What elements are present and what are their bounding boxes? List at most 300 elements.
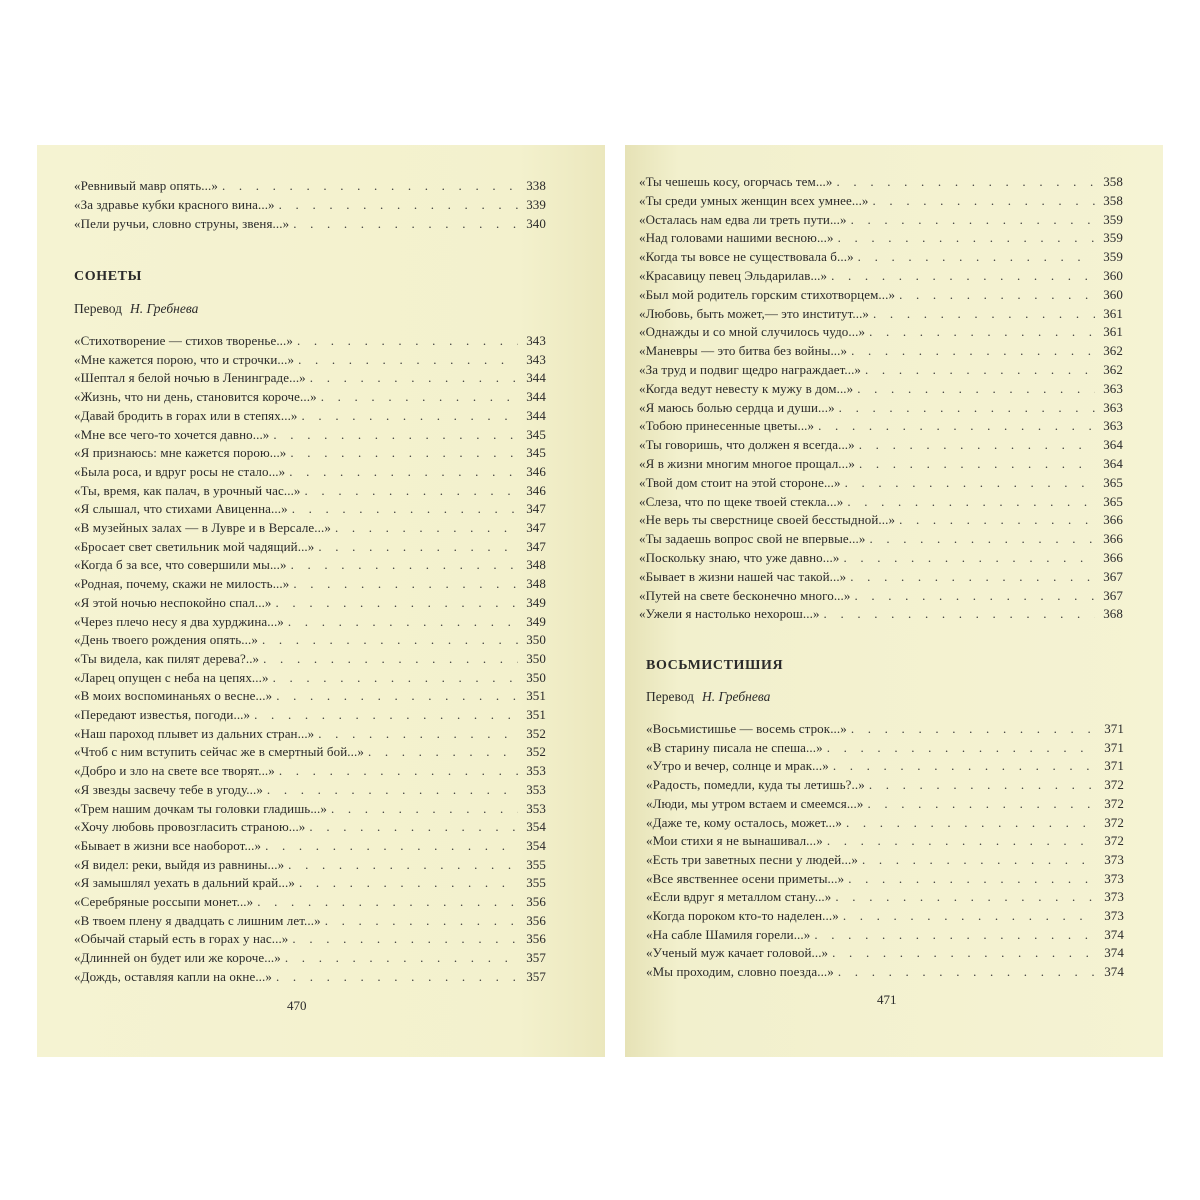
toc-entry bbox=[639, 380, 1123, 398]
toc-entry bbox=[639, 211, 1123, 229]
leader-dots bbox=[285, 949, 518, 967]
leader-dots bbox=[291, 556, 518, 574]
toc-entry-page: 361 bbox=[1103, 305, 1123, 321]
leader-dots bbox=[321, 388, 518, 406]
toc-entry-page: 374 bbox=[1104, 945, 1124, 961]
toc-entry bbox=[74, 781, 546, 799]
toc-entry bbox=[646, 851, 1124, 869]
toc-entry-page: 364 bbox=[1103, 437, 1123, 453]
toc-entry-title: «Шептал я белой ночью в Ленинграде...» bbox=[74, 370, 306, 386]
toc-entry bbox=[639, 511, 1123, 529]
leader-dots bbox=[851, 342, 1095, 360]
toc-entry-page: 345 bbox=[526, 426, 546, 442]
leader-dots bbox=[824, 605, 1095, 623]
leader-dots bbox=[279, 196, 518, 214]
section-title-eight-liners: ВОСЬМИСТИШИЯ bbox=[646, 658, 784, 673]
toc-entry bbox=[74, 968, 546, 986]
toc-entry-page: 350 bbox=[526, 650, 546, 666]
toc-entry-page: 338 bbox=[526, 178, 546, 193]
toc-entry-page: 363 bbox=[1103, 380, 1123, 396]
toc-entry-title: «День твоего рождения опять...» bbox=[74, 632, 258, 648]
toc-entry-title: «Дождь, оставляя капли на окне...» bbox=[74, 968, 272, 984]
toc-entry bbox=[74, 369, 546, 387]
toc-entry bbox=[74, 837, 546, 855]
toc-entry bbox=[639, 455, 1123, 473]
toc-entry-page: 344 bbox=[526, 370, 546, 386]
leader-dots bbox=[267, 781, 518, 799]
toc-entry-title: «Даже те, кому осталось, может...» bbox=[646, 814, 842, 830]
leader-dots bbox=[292, 500, 518, 518]
toc-entry-page: 374 bbox=[1104, 964, 1124, 980]
leader-dots bbox=[858, 248, 1095, 266]
toc-entry-page: 352 bbox=[526, 725, 546, 741]
toc-entry-page: 356 bbox=[526, 912, 546, 928]
toc-entry-page: 358 bbox=[1103, 174, 1123, 189]
page-number: 471 bbox=[877, 992, 897, 1007]
leader-dots bbox=[262, 631, 518, 649]
toc-entry-title: «Ужели я настолько нехорош...» bbox=[639, 606, 820, 622]
toc-entry-page: 359 bbox=[1103, 211, 1123, 227]
toc-entry-title: «Ларец опущен с неба на цепях...» bbox=[74, 669, 269, 685]
toc-entry-title: «Через плечо несу я два хурджина...» bbox=[74, 613, 284, 629]
leader-dots bbox=[851, 211, 1095, 229]
leader-dots bbox=[265, 837, 518, 855]
toc-entry bbox=[646, 963, 1124, 981]
toc-entry-page: 346 bbox=[526, 463, 546, 479]
toc-entry-title: «Родная, почему, скажи не милость...» bbox=[74, 576, 290, 592]
toc-entry bbox=[639, 267, 1123, 285]
toc-entry-title: «Была роса, и вдруг росы не стало...» bbox=[74, 463, 286, 479]
toc-entry bbox=[74, 519, 546, 537]
toc-entry-title: «Если вдруг я металлом стану...» bbox=[646, 889, 832, 905]
toc-entry-title: «Восьмистишье — восемь строк...» bbox=[646, 721, 847, 736]
toc-entry-title: «Твой дом стоит на этой стороне...» bbox=[639, 474, 841, 490]
toc-entry-page: 351 bbox=[526, 688, 546, 704]
toc-entry bbox=[639, 436, 1123, 454]
leader-dots bbox=[899, 511, 1095, 529]
leader-dots bbox=[869, 776, 1096, 794]
toc-entry-page: 348 bbox=[526, 576, 546, 592]
leader-dots bbox=[851, 720, 1096, 738]
toc-entry-page: 372 bbox=[1104, 814, 1124, 830]
toc-entry-title: «Добро и зло на свете все творят...» bbox=[74, 763, 275, 779]
toc-entry-title: «За здравье кубки красного вина...» bbox=[74, 197, 275, 212]
leader-dots bbox=[276, 594, 518, 612]
toc-entry-title: «Я звезды засвечу тебе в угоду...» bbox=[74, 781, 263, 797]
toc-entry bbox=[646, 870, 1124, 888]
toc-entry-title: «Ты, время, как палач, в урочный час...» bbox=[74, 482, 301, 498]
toc-entry-page: 356 bbox=[526, 894, 546, 909]
toc-entry-page: 364 bbox=[1103, 456, 1123, 471]
toc-entry-title: «В музейных залах — в Лувре и в Версале...» bbox=[74, 520, 331, 535]
toc-entry-page: 367 bbox=[1103, 587, 1123, 603]
toc-entry-title: «Жизнь, что ни день, становится короче...» bbox=[74, 389, 317, 405]
toc-entry-title: «Когда б за все, что совершили мы...» bbox=[74, 557, 287, 573]
toc-entry-title: «Я признаюсь: мне кажется порою...» bbox=[74, 445, 287, 461]
toc-entry-page: 362 bbox=[1103, 362, 1123, 377]
toc-entry bbox=[639, 286, 1123, 304]
toc-entry-page: 351 bbox=[526, 707, 546, 722]
toc-entry-page: 366 bbox=[1103, 512, 1123, 528]
leader-dots bbox=[263, 650, 518, 668]
toc-entry bbox=[639, 399, 1123, 417]
leader-dots bbox=[846, 814, 1096, 832]
leader-dots bbox=[869, 323, 1095, 341]
toc-entry-title: «Я видел: реки, выйдя из равнины...» bbox=[74, 856, 285, 872]
leader-dots bbox=[831, 267, 1095, 285]
leader-dots bbox=[814, 926, 1096, 944]
leader-dots bbox=[857, 380, 1095, 398]
toc-entry-title: «Любовь, быть может,— это институт...» bbox=[639, 305, 870, 321]
leader-dots bbox=[838, 963, 1096, 981]
toc-entry-page: 354 bbox=[526, 819, 546, 835]
toc-entry bbox=[74, 818, 546, 836]
toc-entry-title: «Ты задаешь вопрос свой не впервые...» bbox=[639, 531, 866, 547]
toc-entry-title: «Наш пароход плывет из дальних стран...» bbox=[74, 725, 315, 741]
toc-entry bbox=[639, 530, 1123, 548]
toc-entry-page: 355 bbox=[526, 856, 546, 872]
leader-dots bbox=[222, 177, 518, 195]
toc-entry-title: «Ученый муж качает головой...» bbox=[646, 945, 829, 961]
toc-entry-title: «Осталась нам едва ли треть пути...» bbox=[639, 211, 847, 227]
toc-entry bbox=[74, 388, 546, 406]
toc-entry-title: «В твоем плену я двадцать с лишним лет...» bbox=[74, 912, 321, 928]
toc-entry-page: 373 bbox=[1104, 851, 1124, 867]
toc-entry bbox=[74, 800, 546, 818]
toc-entry-page: 372 bbox=[1104, 777, 1124, 793]
leader-dots bbox=[833, 757, 1096, 775]
toc-entry-title: «Мы проходим, словно поезда...» bbox=[646, 964, 834, 980]
toc-entry bbox=[74, 332, 546, 350]
toc-entry bbox=[74, 407, 546, 425]
toc-entry bbox=[646, 814, 1124, 832]
toc-entry-title: «Все явственнее осени приметы...» bbox=[646, 870, 845, 886]
toc-entry-page: 346 bbox=[526, 482, 546, 498]
toc-entry-title: «Бывает в жизни нашей час такой...» bbox=[639, 568, 847, 584]
leader-dots bbox=[837, 173, 1095, 191]
toc-entry-title: «Мне все чего-то хочется давно...» bbox=[74, 426, 270, 442]
toc-entry-page: 353 bbox=[526, 781, 546, 797]
toc-entry-title: «Стихотворение — стихов творенье...» bbox=[74, 333, 293, 348]
toc-entry-page: 350 bbox=[526, 669, 546, 685]
right-page bbox=[625, 145, 1163, 1057]
toc-entry bbox=[639, 342, 1123, 360]
toc-entry bbox=[74, 575, 546, 593]
toc-entry-page: 349 bbox=[526, 613, 546, 629]
toc-entry-title: «Однажды и со мной случилось чудо...» bbox=[639, 324, 866, 340]
toc-entry bbox=[74, 893, 546, 911]
toc-entry-page: 347 bbox=[526, 520, 546, 535]
toc-entry-page: 365 bbox=[1103, 493, 1123, 509]
leader-dots bbox=[293, 215, 518, 233]
toc-entry bbox=[639, 229, 1123, 247]
toc-entry-page: 347 bbox=[526, 501, 546, 517]
toc-entry-title: «Когда ведут невесту к мужу в дом...» bbox=[639, 380, 854, 396]
toc-entry bbox=[639, 587, 1123, 605]
toc-entry-title: «В старину писала не спеша...» bbox=[646, 739, 823, 755]
leader-dots bbox=[318, 725, 518, 743]
leader-dots bbox=[335, 519, 518, 537]
toc-entry-title: «Трем нашим дочкам ты головки гладишь...» bbox=[74, 800, 327, 816]
toc-entry bbox=[74, 482, 546, 500]
leader-dots bbox=[818, 417, 1095, 435]
leader-dots bbox=[838, 229, 1095, 247]
toc-entry bbox=[646, 776, 1124, 794]
toc-entry-title: «Передают известья, погоди...» bbox=[74, 707, 251, 722]
leader-dots bbox=[254, 706, 518, 724]
leader-dots bbox=[309, 818, 518, 836]
toc-entry bbox=[74, 706, 546, 724]
toc-entry-page: 371 bbox=[1104, 721, 1124, 736]
leader-dots bbox=[832, 944, 1096, 962]
toc-entry-page: 368 bbox=[1103, 606, 1123, 622]
toc-entry bbox=[74, 725, 546, 743]
toc-entry bbox=[74, 463, 546, 481]
toc-entry-page: 358 bbox=[1103, 192, 1123, 208]
toc-entry-page: 344 bbox=[526, 407, 546, 423]
toc-entry-title: «Бывает в жизни все наоборот...» bbox=[74, 837, 262, 853]
toc-entry-title: «Пели ручьи, словно струны, звеня...» bbox=[74, 216, 290, 231]
toc-entry-title: «Путей на свете бесконечно много...» bbox=[639, 587, 851, 603]
toc-entry bbox=[646, 720, 1124, 738]
toc-entry-page: 343 bbox=[526, 351, 546, 367]
toc-entry bbox=[74, 762, 546, 780]
toc-entry-title: «В моих воспоминаньях о весне...» bbox=[74, 688, 273, 704]
toc-entry-page: 353 bbox=[526, 763, 546, 779]
toc-entry bbox=[74, 215, 546, 233]
leader-dots bbox=[273, 426, 518, 444]
leader-dots bbox=[835, 888, 1096, 906]
translation-label: Перевод bbox=[646, 689, 694, 704]
toc-entry-page: 343 bbox=[526, 333, 546, 348]
leader-dots bbox=[869, 530, 1095, 548]
toc-entry-page: 357 bbox=[526, 968, 546, 984]
toc-entry bbox=[646, 795, 1124, 813]
leader-dots bbox=[318, 538, 518, 556]
toc-entry-page: 373 bbox=[1104, 870, 1124, 886]
toc-entry bbox=[74, 669, 546, 687]
toc-entry-title: «Ревнивый мавр опять...» bbox=[74, 178, 218, 193]
toc-entry bbox=[639, 605, 1123, 623]
leader-dots bbox=[292, 930, 518, 948]
toc-entry-title: «Серебряные россыпи монет...» bbox=[74, 894, 254, 909]
toc-entry bbox=[74, 594, 546, 612]
toc-entry-page: 359 bbox=[1103, 249, 1123, 265]
leader-dots bbox=[843, 907, 1096, 925]
toc-entry-page: 339 bbox=[526, 197, 546, 212]
toc-entry-title: «За труд и подвиг щедро награждает...» bbox=[639, 362, 862, 377]
leader-dots bbox=[843, 549, 1095, 567]
toc-entry bbox=[646, 739, 1124, 757]
toc-entry-title: «Хочу любовь провозгласить страною...» bbox=[74, 819, 306, 835]
leader-dots bbox=[827, 739, 1096, 757]
toc-entry bbox=[74, 930, 546, 948]
leader-dots bbox=[331, 800, 518, 818]
toc-entry-title: «Я в жизни многим многое прощал...» bbox=[639, 456, 855, 471]
leader-dots bbox=[293, 575, 518, 593]
toc-entry bbox=[74, 351, 546, 369]
toc-entry-title: «Утро и вечер, солнце и мрак...» bbox=[646, 758, 829, 774]
toc-entry-title: «Тобою принесенные цветы...» bbox=[639, 418, 815, 434]
toc-entry-title: «Слеза, что по щеке твоей стекла...» bbox=[639, 493, 844, 509]
toc-entry-title: «Когда ты вовсе не существовала б...» bbox=[639, 249, 854, 265]
toc-entry-page: 356 bbox=[526, 931, 546, 947]
left-page bbox=[37, 145, 605, 1057]
toc-entry-page: 371 bbox=[1104, 739, 1124, 755]
leader-dots bbox=[297, 332, 518, 350]
toc-entry-page: 352 bbox=[526, 744, 546, 760]
toc-entry-title: «Радость, помедли, куда ты летишь?..» bbox=[646, 777, 865, 793]
toc-entry-page: 371 bbox=[1104, 758, 1124, 774]
translator-name: Н. Гребнева bbox=[702, 689, 771, 704]
toc-entry-title: «Ты говоришь, что должен я всегда...» bbox=[639, 437, 855, 453]
leader-dots bbox=[305, 482, 518, 500]
leader-dots bbox=[854, 587, 1095, 605]
toc-entry bbox=[74, 196, 546, 214]
leader-dots bbox=[257, 893, 518, 911]
toc-entry-title: «Ты среди умных женщин всех умнее...» bbox=[639, 192, 869, 208]
toc-entry bbox=[639, 568, 1123, 586]
toc-entry-page: 345 bbox=[526, 445, 546, 461]
toc-entry bbox=[639, 173, 1123, 191]
translator-name: Н. Гребнева bbox=[130, 301, 199, 316]
leader-dots bbox=[873, 192, 1095, 210]
toc-entry-page: 361 bbox=[1103, 324, 1123, 340]
toc-entry-title: «Мне кажется порою, что и строчки...» bbox=[74, 351, 295, 367]
toc-entry-page: 359 bbox=[1103, 230, 1123, 246]
toc-entry bbox=[74, 874, 546, 892]
leader-dots bbox=[867, 795, 1096, 813]
leader-dots bbox=[847, 493, 1095, 511]
toc-entry bbox=[639, 493, 1123, 511]
toc-entry-page: 349 bbox=[526, 594, 546, 610]
toc-entry bbox=[646, 832, 1124, 850]
toc-entry-page: 366 bbox=[1103, 531, 1123, 547]
leader-dots bbox=[299, 874, 518, 892]
toc-entry bbox=[74, 426, 546, 444]
toc-entry-title: «На сабле Шамиля горели...» bbox=[646, 926, 811, 942]
leader-dots bbox=[899, 286, 1095, 304]
toc-entry-page: 360 bbox=[1103, 286, 1123, 302]
toc-entry-title: «Есть три заветных песни у людей...» bbox=[646, 851, 858, 867]
toc-entry-page: 360 bbox=[1103, 268, 1123, 283]
toc-entry bbox=[74, 500, 546, 518]
leader-dots bbox=[288, 613, 518, 631]
toc-entry bbox=[639, 323, 1123, 341]
toc-entry-page: 357 bbox=[526, 950, 546, 966]
toc-entry bbox=[74, 912, 546, 930]
toc-entry-title: «Люди, мы утром встаем и смеемся...» bbox=[646, 795, 864, 811]
toc-entry bbox=[646, 888, 1124, 906]
toc-entry bbox=[74, 650, 546, 668]
leader-dots bbox=[865, 361, 1095, 379]
leader-dots bbox=[368, 743, 518, 761]
toc-entry-page: 372 bbox=[1104, 795, 1124, 811]
toc-entry-page: 363 bbox=[1103, 399, 1123, 415]
toc-entry bbox=[639, 417, 1123, 435]
leader-dots bbox=[873, 305, 1095, 323]
leader-dots bbox=[302, 407, 518, 425]
leader-dots bbox=[310, 369, 518, 387]
toc-entry bbox=[74, 613, 546, 631]
toc-entry bbox=[74, 631, 546, 649]
toc-entry bbox=[74, 538, 546, 556]
toc-entry bbox=[639, 192, 1123, 210]
leader-dots bbox=[276, 687, 518, 705]
toc-entry-page: 354 bbox=[526, 837, 546, 853]
toc-entry-page: 365 bbox=[1103, 474, 1123, 490]
toc-entry-title: «Не верь ты сверстнице своей бесстыдной...» bbox=[639, 512, 896, 528]
toc-entry-page: 373 bbox=[1104, 908, 1124, 923]
leader-dots bbox=[289, 463, 518, 481]
toc-entry-title: «Я замышлял уехать в дальний край...» bbox=[74, 875, 295, 891]
toc-entry-title: «Ты чешешь косу, огорчась тем...» bbox=[639, 174, 833, 189]
toc-entry bbox=[74, 177, 546, 195]
toc-entry bbox=[646, 907, 1124, 925]
toc-entry bbox=[74, 556, 546, 574]
toc-entry-title: «Когда пороком кто-то наделен...» bbox=[646, 908, 839, 923]
toc-entry bbox=[74, 856, 546, 874]
leader-dots bbox=[839, 399, 1095, 417]
toc-entry-page: 362 bbox=[1103, 343, 1123, 359]
page-number: 470 bbox=[287, 998, 307, 1013]
leader-dots bbox=[850, 568, 1095, 586]
toc-entry-title: «Красавицу певец Эльдарилав...» bbox=[639, 268, 828, 283]
leader-dots bbox=[273, 669, 518, 687]
toc-entry bbox=[639, 474, 1123, 492]
toc-entry-title: «Давай бродить в горах или в степях...» bbox=[74, 407, 298, 423]
toc-entry-title: «Мои стихи я не вынашивал...» bbox=[646, 833, 823, 849]
toc-entry-page: 344 bbox=[526, 389, 546, 405]
translation-label: Перевод bbox=[74, 301, 122, 316]
toc-entry-title: «Чтоб с ним вступить сейчас же в смертный бой...» bbox=[74, 744, 364, 760]
toc-entry-title: «Я этой ночью неспокойно спал...» bbox=[74, 594, 272, 610]
leader-dots bbox=[862, 851, 1096, 869]
toc-entry bbox=[646, 757, 1124, 775]
toc-entry bbox=[639, 549, 1123, 567]
toc-entry bbox=[639, 248, 1123, 266]
leader-dots bbox=[848, 870, 1096, 888]
toc-entry-page: 348 bbox=[526, 557, 546, 573]
toc-entry-title: «Я маюсь болью сердца и души...» bbox=[639, 399, 835, 415]
toc-entry-title: «Я слышал, что стихами Авиценна...» bbox=[74, 501, 288, 517]
toc-entry-title: «Ты видела, как пилят дерева?..» bbox=[74, 650, 260, 666]
toc-entry bbox=[646, 944, 1124, 962]
toc-entry-title: «Над головами нашими весною...» bbox=[639, 230, 834, 246]
toc-entry-page: 350 bbox=[526, 632, 546, 648]
toc-entry-title: «Маневры — это битва без войны...» bbox=[639, 343, 848, 359]
leader-dots bbox=[859, 436, 1095, 454]
translator-line bbox=[646, 689, 770, 705]
toc-entry-title: «Длинней он будет или же короче...» bbox=[74, 950, 281, 966]
toc-entry-page: 367 bbox=[1103, 568, 1123, 584]
leader-dots bbox=[279, 762, 518, 780]
toc-entry-title: «Поскольку знаю, что уже давно...» bbox=[639, 550, 840, 565]
leader-dots bbox=[845, 474, 1095, 492]
toc-entry-page: 340 bbox=[526, 216, 546, 231]
leader-dots bbox=[859, 455, 1095, 473]
leader-dots bbox=[325, 912, 518, 930]
toc-entry-page: 366 bbox=[1103, 550, 1123, 565]
section-title-sonnets: СОНЕТЫ bbox=[74, 269, 142, 284]
toc-entry-title: «Был мой родитель горским стихотворцем...» bbox=[639, 286, 896, 302]
toc-entry-page: 373 bbox=[1104, 889, 1124, 905]
leader-dots bbox=[288, 856, 518, 874]
toc-entry-page: 353 bbox=[526, 800, 546, 816]
leader-dots bbox=[276, 968, 518, 986]
toc-entry-page: 363 bbox=[1103, 418, 1123, 434]
toc-entry bbox=[74, 949, 546, 967]
